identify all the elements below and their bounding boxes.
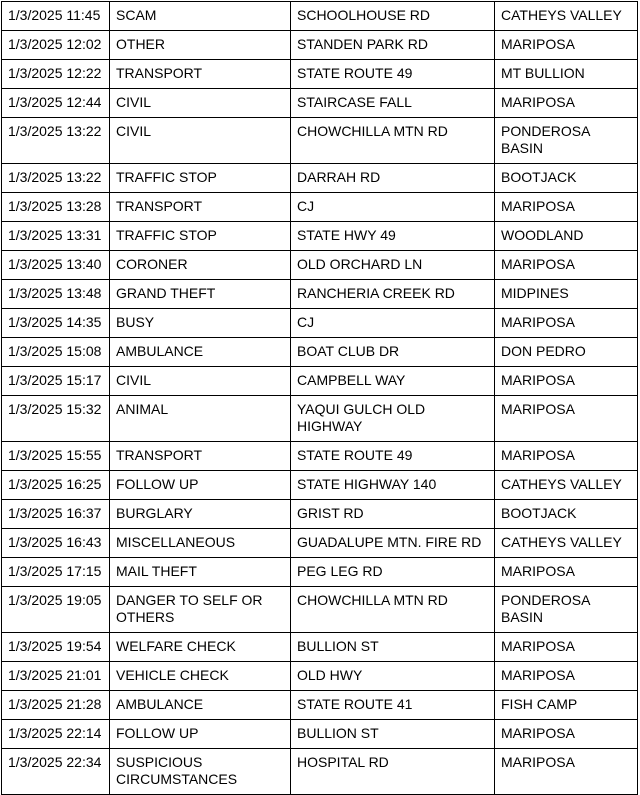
call-type-cell: SCAM bbox=[110, 2, 291, 31]
call-type-cell: FOLLOW UP bbox=[110, 720, 291, 749]
incident-log-table bbox=[1, 1, 638, 795]
datetime-cell: 1/3/2025 16:43 bbox=[2, 529, 110, 558]
location-cell: YAQUI GULCH OLD HIGHWAY bbox=[291, 396, 495, 442]
call-type-cell: FOLLOW UP bbox=[110, 471, 291, 500]
call-type-cell: CIVIL bbox=[110, 89, 291, 118]
city-cell: MARIPOSA bbox=[495, 396, 638, 442]
city-cell: FISH CAMP bbox=[495, 691, 638, 720]
location-cell: BULLION ST bbox=[291, 720, 495, 749]
call-type-cell: MISCELLANEOUS bbox=[110, 529, 291, 558]
datetime-cell: 1/3/2025 16:37 bbox=[2, 500, 110, 529]
table-row bbox=[2, 442, 638, 471]
datetime-cell: 1/3/2025 22:34 bbox=[2, 749, 110, 795]
table-row bbox=[2, 164, 638, 193]
datetime-cell: 1/3/2025 19:05 bbox=[2, 587, 110, 633]
call-type-cell: TRAFFIC STOP bbox=[110, 164, 291, 193]
city-cell: CATHEYS VALLEY bbox=[495, 529, 638, 558]
location-cell: STATE ROUTE 49 bbox=[291, 60, 495, 89]
city-cell: MARIPOSA bbox=[495, 442, 638, 471]
city-cell: MARIPOSA bbox=[495, 749, 638, 795]
datetime-cell: 1/3/2025 19:54 bbox=[2, 633, 110, 662]
datetime-cell: 1/3/2025 12:02 bbox=[2, 31, 110, 60]
location-cell: STATE ROUTE 41 bbox=[291, 691, 495, 720]
call-type-cell: CIVIL bbox=[110, 118, 291, 164]
table-row bbox=[2, 749, 638, 795]
location-cell: PEG LEG RD bbox=[291, 558, 495, 587]
datetime-cell: 1/3/2025 21:28 bbox=[2, 691, 110, 720]
city-cell: MARIPOSA bbox=[495, 558, 638, 587]
location-cell: GRIST RD bbox=[291, 500, 495, 529]
table-row bbox=[2, 529, 638, 558]
city-cell: CATHEYS VALLEY bbox=[495, 471, 638, 500]
datetime-cell: 1/3/2025 13:28 bbox=[2, 193, 110, 222]
call-type-cell: AMBULANCE bbox=[110, 691, 291, 720]
table-row bbox=[2, 309, 638, 338]
datetime-cell: 1/3/2025 21:01 bbox=[2, 662, 110, 691]
table-row bbox=[2, 367, 638, 396]
datetime-cell: 1/3/2025 13:22 bbox=[2, 118, 110, 164]
datetime-cell: 1/3/2025 12:44 bbox=[2, 89, 110, 118]
location-cell: STATE ROUTE 49 bbox=[291, 442, 495, 471]
call-type-cell: CORONER bbox=[110, 251, 291, 280]
call-type-cell: AMBULANCE bbox=[110, 338, 291, 367]
table-row bbox=[2, 118, 638, 164]
call-type-cell: BURGLARY bbox=[110, 500, 291, 529]
city-cell: BOOTJACK bbox=[495, 164, 638, 193]
table-row bbox=[2, 558, 638, 587]
datetime-cell: 1/3/2025 16:25 bbox=[2, 471, 110, 500]
datetime-cell: 1/3/2025 13:48 bbox=[2, 280, 110, 309]
call-type-cell: TRANSPORT bbox=[110, 442, 291, 471]
city-cell: MT BULLION bbox=[495, 60, 638, 89]
table-row bbox=[2, 89, 638, 118]
location-cell: CHOWCHILLA MTN RD bbox=[291, 587, 495, 633]
location-cell: BULLION ST bbox=[291, 633, 495, 662]
city-cell: MARIPOSA bbox=[495, 662, 638, 691]
location-cell: HOSPITAL RD bbox=[291, 749, 495, 795]
datetime-cell: 1/3/2025 14:35 bbox=[2, 309, 110, 338]
city-cell: MARIPOSA bbox=[495, 31, 638, 60]
call-type-cell: BUSY bbox=[110, 309, 291, 338]
city-cell: DON PEDRO bbox=[495, 338, 638, 367]
call-type-cell: WELFARE CHECK bbox=[110, 633, 291, 662]
city-cell: MARIPOSA bbox=[495, 193, 638, 222]
location-cell: STANDEN PARK RD bbox=[291, 31, 495, 60]
table-row bbox=[2, 720, 638, 749]
call-type-cell: SUSPICIOUS CIRCUMSTANCES bbox=[110, 749, 291, 795]
datetime-cell: 1/3/2025 13:40 bbox=[2, 251, 110, 280]
call-type-cell: MAIL THEFT bbox=[110, 558, 291, 587]
table-row bbox=[2, 222, 638, 251]
call-type-cell: TRAFFIC STOP bbox=[110, 222, 291, 251]
table-row bbox=[2, 587, 638, 633]
city-cell: CATHEYS VALLEY bbox=[495, 2, 638, 31]
datetime-cell: 1/3/2025 15:08 bbox=[2, 338, 110, 367]
location-cell: CJ bbox=[291, 309, 495, 338]
city-cell: MARIPOSA bbox=[495, 720, 638, 749]
table-row bbox=[2, 691, 638, 720]
table-row bbox=[2, 633, 638, 662]
city-cell: PONDEROSA BASIN bbox=[495, 587, 638, 633]
call-type-cell: TRANSPORT bbox=[110, 193, 291, 222]
datetime-cell: 1/3/2025 15:55 bbox=[2, 442, 110, 471]
table-row bbox=[2, 193, 638, 222]
location-cell: SCHOOLHOUSE RD bbox=[291, 2, 495, 31]
city-cell: MARIPOSA bbox=[495, 367, 638, 396]
datetime-cell: 1/3/2025 12:22 bbox=[2, 60, 110, 89]
table-row bbox=[2, 471, 638, 500]
datetime-cell: 1/3/2025 13:31 bbox=[2, 222, 110, 251]
datetime-cell: 1/3/2025 22:14 bbox=[2, 720, 110, 749]
location-cell: CHOWCHILLA MTN RD bbox=[291, 118, 495, 164]
table-row bbox=[2, 500, 638, 529]
table-row bbox=[2, 662, 638, 691]
city-cell: MARIPOSA bbox=[495, 309, 638, 338]
location-cell: OLD HWY bbox=[291, 662, 495, 691]
incident-log-body bbox=[2, 2, 638, 795]
call-type-cell: OTHER bbox=[110, 31, 291, 60]
table-row bbox=[2, 31, 638, 60]
location-cell: DARRAH RD bbox=[291, 164, 495, 193]
city-cell: MARIPOSA bbox=[495, 251, 638, 280]
call-type-cell: GRAND THEFT bbox=[110, 280, 291, 309]
table-row bbox=[2, 338, 638, 367]
table-row bbox=[2, 396, 638, 442]
call-type-cell: DANGER TO SELF OR OTHERS bbox=[110, 587, 291, 633]
location-cell: BOAT CLUB DR bbox=[291, 338, 495, 367]
datetime-cell: 1/3/2025 11:45 bbox=[2, 2, 110, 31]
location-cell: STATE HWY 49 bbox=[291, 222, 495, 251]
location-cell: GUADALUPE MTN. FIRE RD bbox=[291, 529, 495, 558]
table-row bbox=[2, 280, 638, 309]
city-cell: MARIPOSA bbox=[495, 89, 638, 118]
location-cell: STATE HIGHWAY 140 bbox=[291, 471, 495, 500]
location-cell: CJ bbox=[291, 193, 495, 222]
table-row bbox=[2, 251, 638, 280]
location-cell: OLD ORCHARD LN bbox=[291, 251, 495, 280]
location-cell: STAIRCASE FALL bbox=[291, 89, 495, 118]
city-cell: WOODLAND bbox=[495, 222, 638, 251]
call-type-cell: TRANSPORT bbox=[110, 60, 291, 89]
city-cell: BOOTJACK bbox=[495, 500, 638, 529]
datetime-cell: 1/3/2025 15:32 bbox=[2, 396, 110, 442]
datetime-cell: 1/3/2025 15:17 bbox=[2, 367, 110, 396]
call-type-cell: ANIMAL bbox=[110, 396, 291, 442]
table-row bbox=[2, 60, 638, 89]
datetime-cell: 1/3/2025 13:22 bbox=[2, 164, 110, 193]
location-cell: CAMPBELL WAY bbox=[291, 367, 495, 396]
city-cell: MARIPOSA bbox=[495, 633, 638, 662]
city-cell: MIDPINES bbox=[495, 280, 638, 309]
city-cell: PONDEROSA BASIN bbox=[495, 118, 638, 164]
datetime-cell: 1/3/2025 17:15 bbox=[2, 558, 110, 587]
table-row bbox=[2, 2, 638, 31]
call-type-cell: VEHICLE CHECK bbox=[110, 662, 291, 691]
call-type-cell: CIVIL bbox=[110, 367, 291, 396]
location-cell: RANCHERIA CREEK RD bbox=[291, 280, 495, 309]
